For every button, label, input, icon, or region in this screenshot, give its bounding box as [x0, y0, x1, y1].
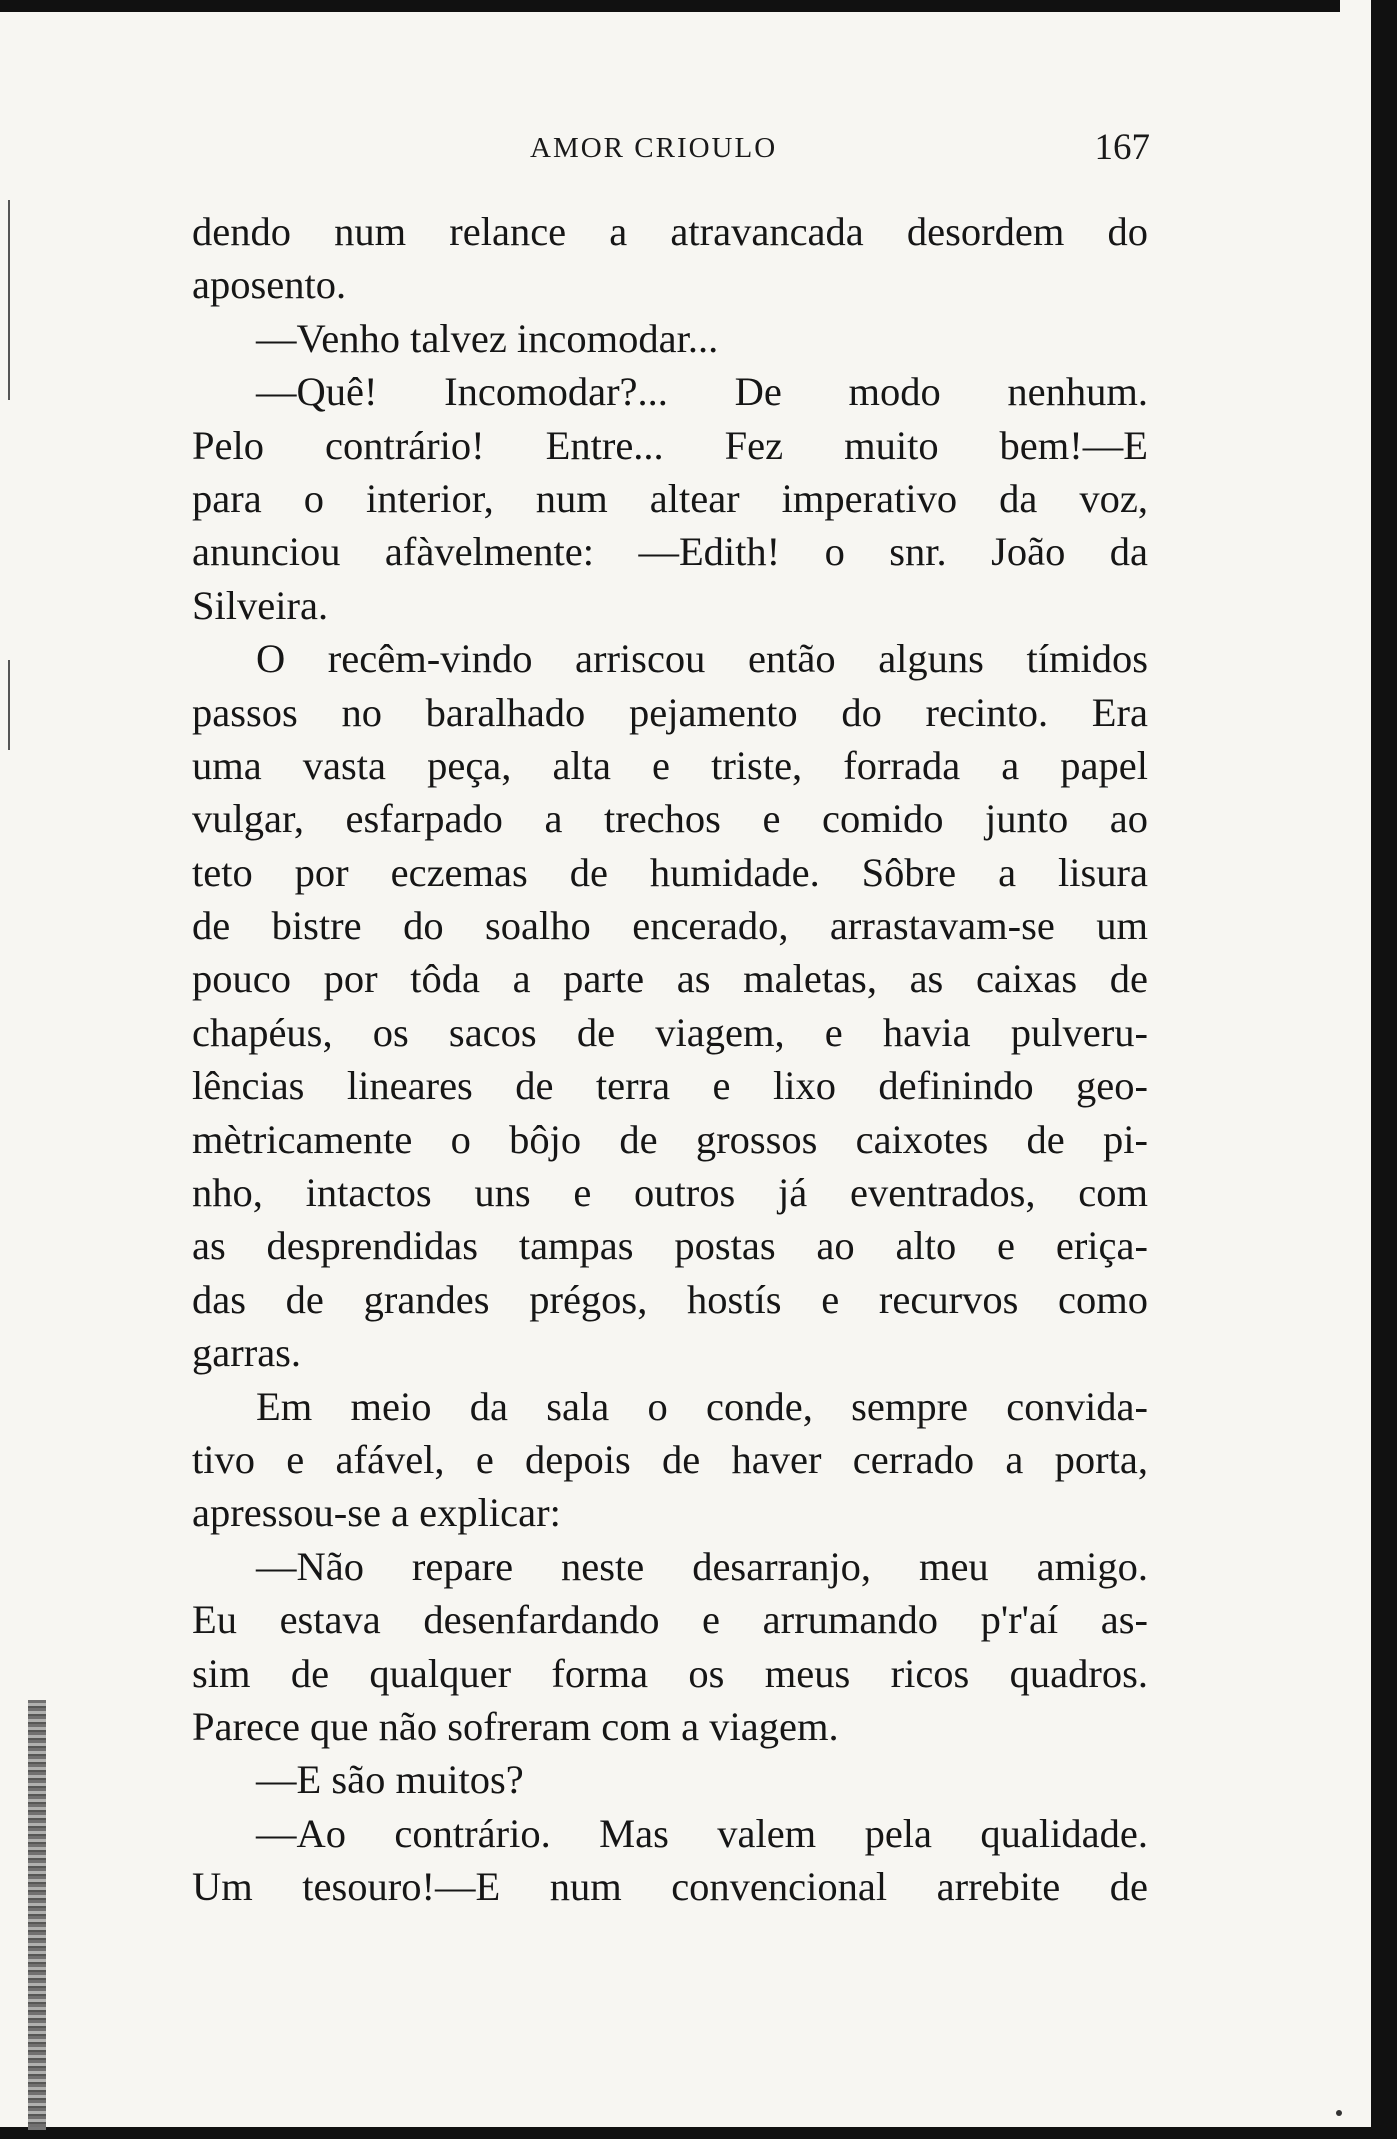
scan-border-bottom	[0, 2127, 1397, 2139]
text-line: nho, intactos uns e outros já eventrados, com	[192, 1170, 1148, 1216]
scan-border-top	[0, 0, 1340, 12]
text-line: pouco por tôda a parte as maletas, as caixas de	[192, 956, 1148, 1002]
text-line: lências lineares de terra e lixo definindo geo-	[192, 1063, 1148, 1109]
margin-mark	[8, 660, 10, 750]
body-text	[192, 205, 1148, 1914]
text-line: sim de qualquer forma os meus ricos quadros.	[192, 1650, 1148, 1696]
text-line: das de grandes prégos, hostís e recurvos como	[192, 1276, 1148, 1322]
running-title: AMOR CRIOULO	[530, 132, 778, 164]
page-spine-shadow	[28, 1700, 46, 2130]
text-line: teto por eczemas de humidade. Sôbre a lisura	[192, 849, 1148, 895]
text-line: Silveira.	[192, 582, 329, 628]
text-line: aposento.	[192, 262, 347, 308]
text-line: apressou-se a explicar:	[192, 1490, 561, 1536]
text-line: anunciou afàvelmente: —Edith! o snr. João da	[192, 529, 1148, 575]
page-number: 167	[1094, 127, 1150, 168]
text-line: uma vasta peça, alta e triste, forrada a papel	[192, 742, 1148, 788]
text-line: —E são muitos?	[256, 1757, 524, 1803]
page-header	[190, 126, 1150, 176]
scan-border-right	[1371, 0, 1397, 2139]
text-line: O recêm-vindo arriscou então alguns tímidos	[256, 636, 1148, 682]
text-line: vulgar, esfarpado a trechos e comido junto ao	[192, 796, 1148, 842]
text-line: Em meio da sala o conde, sempre convida-	[256, 1383, 1148, 1429]
text-line: tivo e afável, e depois de haver cerrado a porta,	[192, 1436, 1148, 1482]
margin-mark	[8, 200, 10, 400]
text-line: Eu estava desenfardando e arrumando p'r'aí as-	[192, 1597, 1148, 1643]
text-line: mètricamente o bôjo de grossos caixotes de pi-	[192, 1116, 1148, 1162]
text-line: as desprendidas tampas postas ao alto e eriça-	[192, 1223, 1148, 1269]
text-line: —Venho talvez incomodar...	[256, 315, 719, 361]
text-line: garras.	[192, 1330, 302, 1376]
text-line: para o interior, num altear imperativo da voz,	[192, 475, 1148, 521]
text-line: Parece que não sofreram com a viagem.	[192, 1703, 839, 1749]
text-line: chapéus, os sacos de viagem, e havia pulveru-	[192, 1009, 1148, 1055]
text-line: Um tesouro!—E num convencional arrebite de	[192, 1864, 1148, 1910]
text-line: Pelo contrário! Entre... Fez muito bem!—E	[192, 422, 1148, 468]
text-line: passos no baralhado pejamento do recinto. Era	[192, 689, 1148, 735]
text-line: dendo num relance a atravancada desordem do	[192, 209, 1148, 254]
text-line: —Não repare neste desarranjo, meu amigo.	[256, 1543, 1148, 1589]
text-line: —Ao contrário. Mas valem pela qualidade.	[256, 1810, 1148, 1856]
text-line: de bistre do soalho encerado, arrastavam-se um	[192, 903, 1148, 949]
text-line: —Quê! Incomodar?... De modo nenhum.	[256, 369, 1148, 415]
speck	[1336, 2110, 1342, 2116]
